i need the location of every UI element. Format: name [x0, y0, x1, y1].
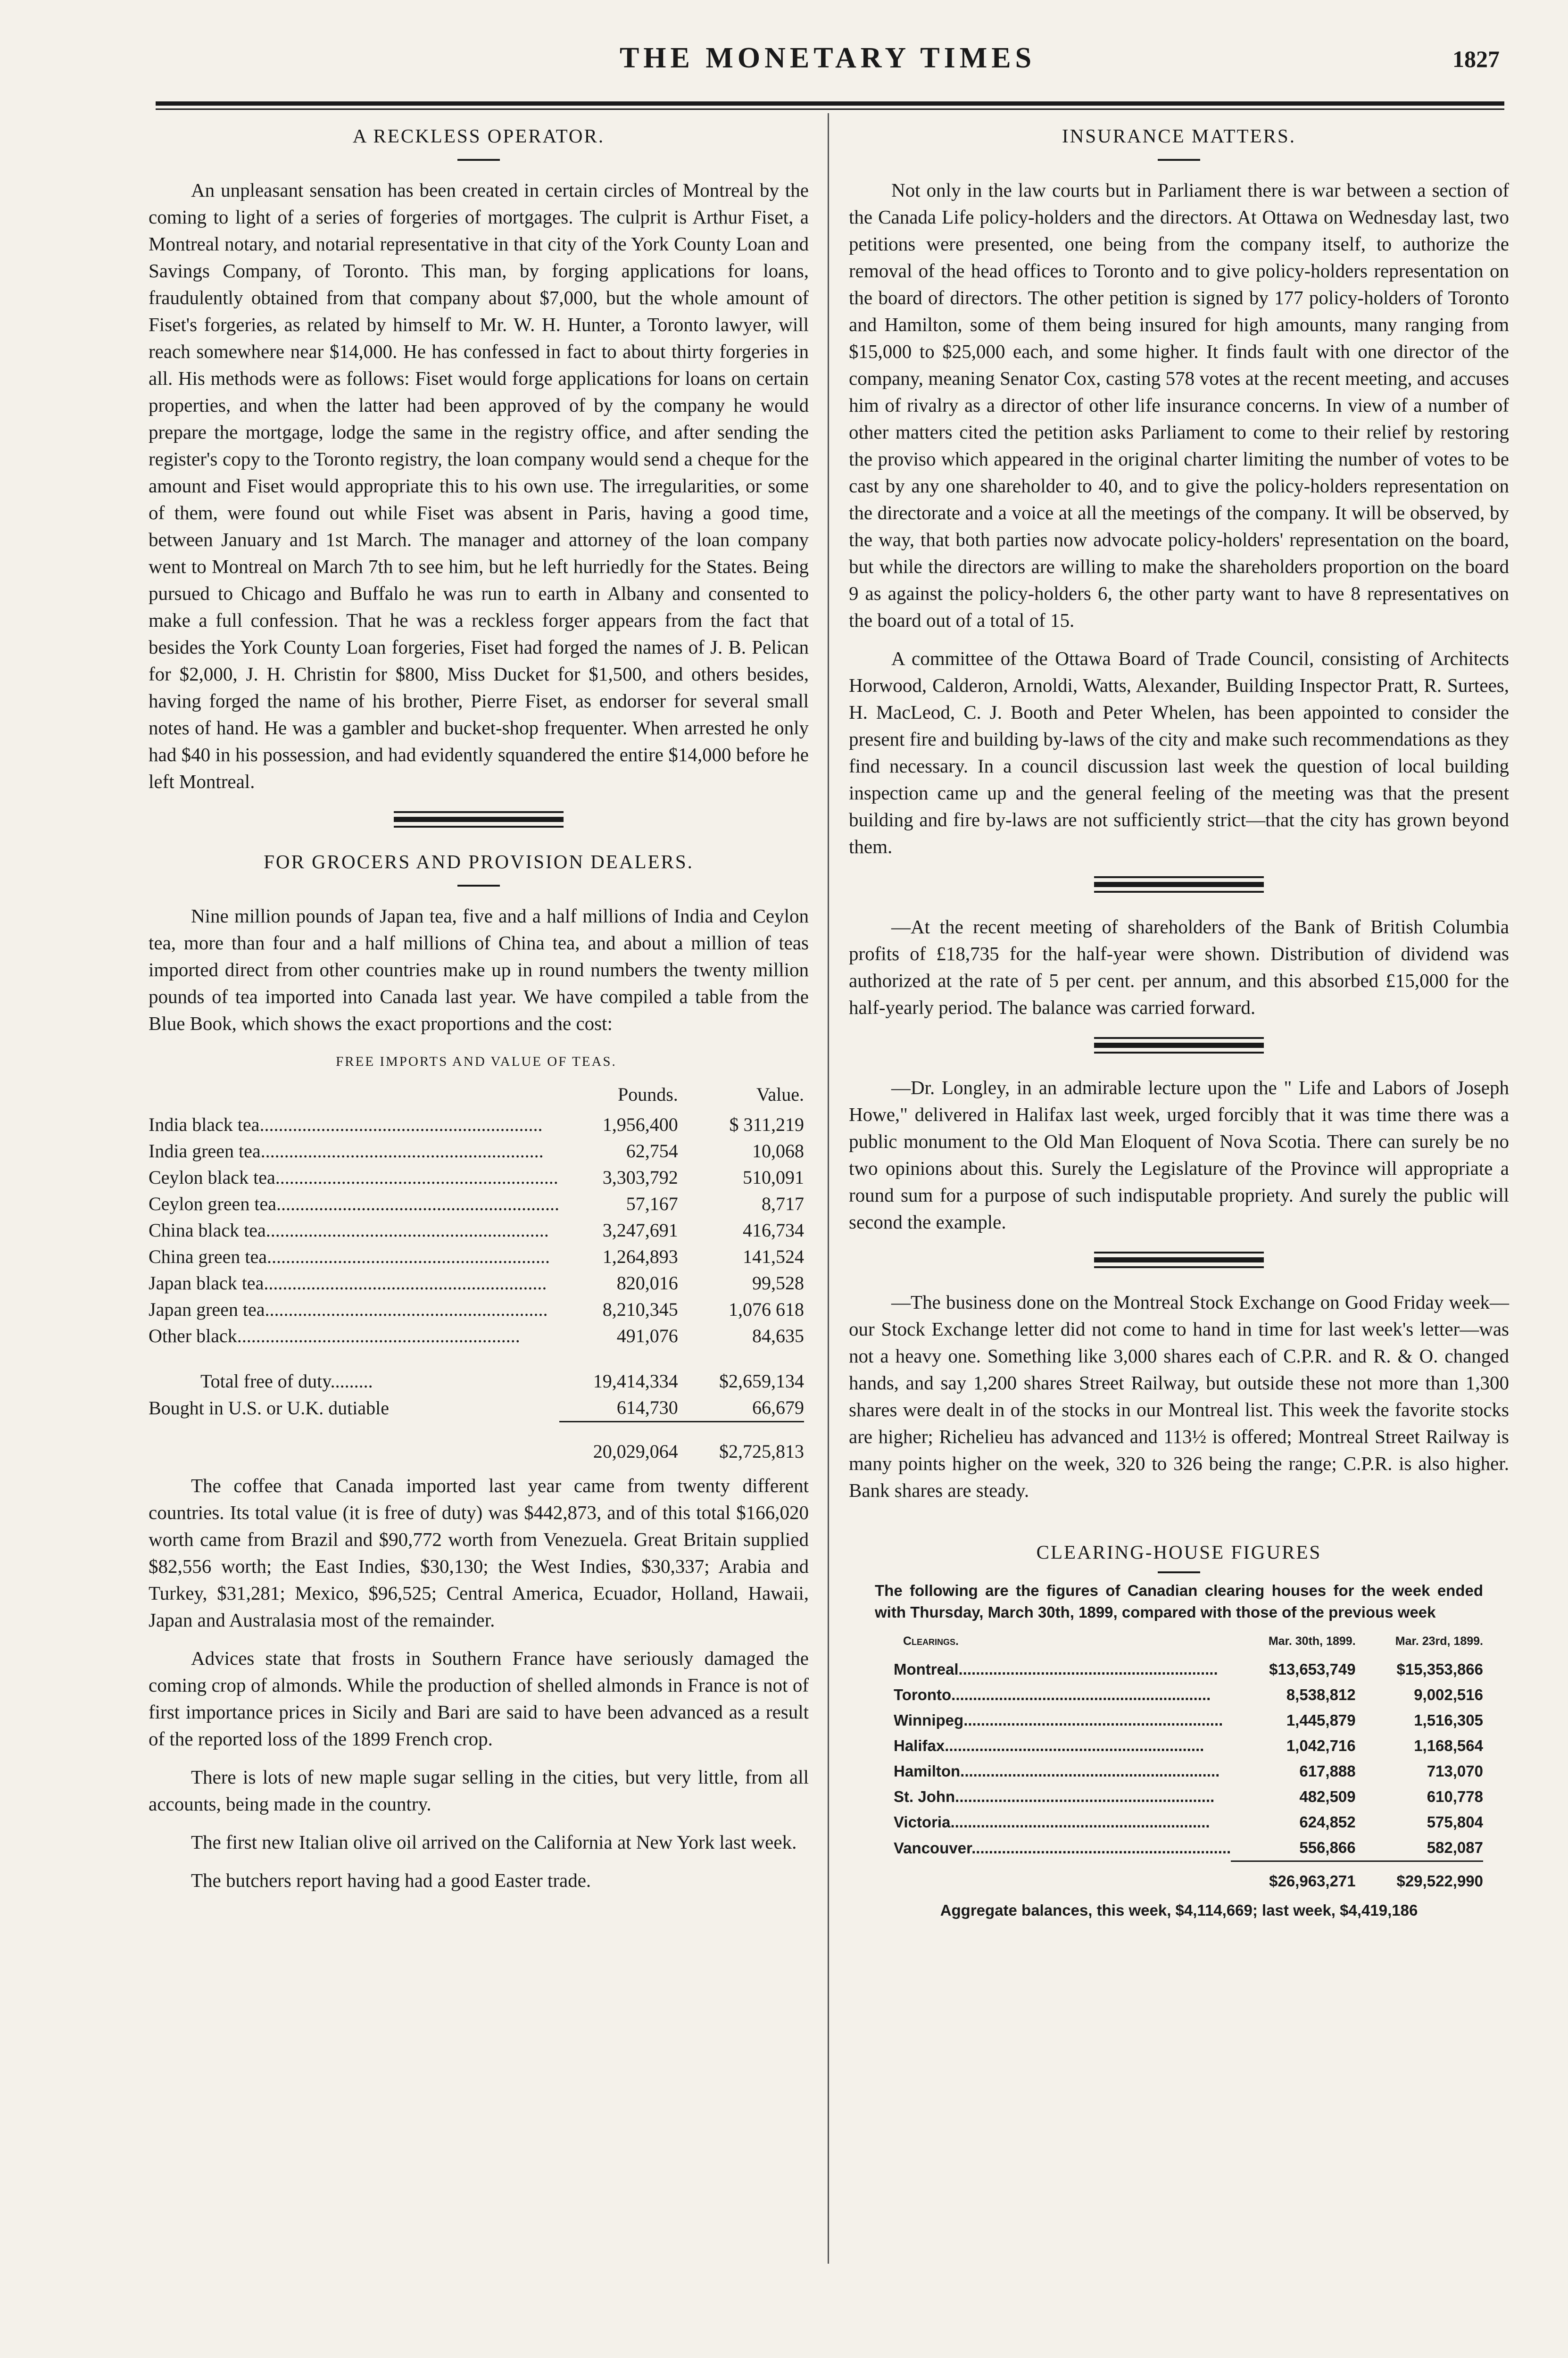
total-current-week: $26,963,271: [1231, 1861, 1355, 1894]
clearing-intro: The following are the figures of Canadian clearing houses for the week ended with Thursday, March 30th, 1899, compared with those of the previous week: [875, 1582, 1483, 1621]
row-label: Ceylon green tea: [149, 1193, 276, 1214]
article-paragraph: The butchers report having had a good Easter trade.: [191, 1869, 591, 1891]
article-paragraph: There is lots of new maple sugar selling in the cities, but very little, from all accounts, being made in the country.: [149, 1766, 809, 1815]
table-header-row: [875, 1626, 1483, 1657]
row-label: Japan green tea: [149, 1299, 265, 1320]
article-paragraph: A committee of the Ottawa Board of Trade Council, consisting of Architects Horwood, Calderon, Arnoldi, Watts, Alexander, Building Inspector Pratt, R. Surtees, H. MacLeod, C. J. Booth and Peter Whelen, has been appointed to consider the present fire and building by-laws of the city and make such recommendations as they find necessary. In a council discussion last week the question of local building inspection came up and the general feeling of the meeting was that the present building and fire by-laws are not sufficiently strict—that the city has grown beyond them.: [849, 648, 1509, 857]
table-row: Japan green tea............................................................ 8,210,345 1,076 618: [149, 1296, 804, 1323]
city-label: Halifax: [894, 1737, 945, 1754]
right-column: [849, 118, 1509, 1924]
cell-value: 99,528: [752, 1272, 804, 1294]
row-label: India green tea: [149, 1140, 261, 1162]
column-header-clearings: Clearings.: [903, 1635, 959, 1648]
cell-previous-week: 582,087: [1427, 1839, 1483, 1856]
cell-value: $2,725,813: [678, 1422, 804, 1465]
article-paragraph: Nine million pounds of Japan tea, five and a half millions of India and Ceylon tea, more than four and a half millions of China tea, and about a million of teas imported direct from other countries make up in round numbers the twenty million pounds of tea imported into Canada last year. We have compiled a table from the Blue Book, which shows the exact proportions and the cost:: [149, 905, 809, 1034]
section-separator: [394, 811, 564, 828]
table-row: India black tea............................................................ 1,956,400 $ 311,219: [149, 1112, 804, 1138]
table-row: Victoria............................................................ 624,852 575,804: [875, 1810, 1483, 1835]
city-label: St. John: [894, 1788, 955, 1805]
column-header-previous-week: Mar. 23rd, 1899.: [1395, 1635, 1483, 1648]
cell-value: 84,635: [752, 1325, 804, 1346]
left-column: [149, 118, 809, 1905]
cell-current-week: 8,538,812: [1286, 1686, 1356, 1703]
cell-previous-week: 575,804: [1427, 1813, 1483, 1831]
headline-dash: [1158, 159, 1200, 161]
cell-value: $2,659,134: [719, 1370, 804, 1392]
headline-dash: [1158, 1571, 1200, 1573]
news-item-stock-exchange: —The business done on the Montreal Stock Exchange on Good Friday week—our Stock Exchange letter did not come to hand in time for last week's letter—was not a heavy one. Something like 3,000 shares each of C.P.R. and R. & O. changed hands, and say 1,200 shares Street Railway, but outside these not more than 1,300 shares were dealt in of the stocks in our Montreal list. This week the favorite stocks are higher; Richelieu has advanced and 113½ is offered; Montreal Street Railway is many points higher on the week, 320 to 326 being the range; C.P.R. is also higher. Bank shares are steady.: [849, 1291, 1509, 1501]
table-row: Hamilton............................................................ 617,888 713,070: [875, 1759, 1483, 1784]
table-row: Other black............................................................ 491,076 84,635: [149, 1323, 804, 1349]
cell-current-week: $13,653,749: [1269, 1661, 1356, 1678]
clearing-house-table: [875, 1580, 1483, 1894]
table-row: Japan black tea............................................................ 820,016 99,528: [149, 1270, 804, 1296]
cell-value: 416,734: [743, 1220, 804, 1241]
table-row: Montreal............................................................ $13,653,749 $15,353,866: [875, 1657, 1483, 1682]
article-paragraph: The first new Italian olive oil arrived on the California at New York last week.: [191, 1831, 797, 1853]
cell-value: 141,524: [743, 1246, 804, 1267]
headline-clearing-house: CLEARING-HOUSE FIGURES: [1036, 1541, 1322, 1563]
cell-previous-week: $15,353,866: [1396, 1661, 1483, 1678]
headline-grocers: FOR GROCERS AND PROVISION DEALERS.: [264, 851, 694, 872]
cell-previous-week: 9,002,516: [1414, 1686, 1483, 1703]
cell-previous-week: 1,168,564: [1414, 1737, 1483, 1754]
cell-pounds: 8,210,345: [602, 1299, 678, 1320]
row-label: Japan black tea: [149, 1272, 264, 1294]
cell-current-week: 617,888: [1299, 1762, 1356, 1780]
cell-current-week: 624,852: [1299, 1813, 1356, 1831]
article-paragraph: An unpleasant sensation has been created in certain circles of Montreal by the coming to light of a series of forgeries of mortgages. The culprit is Arthur Fiset, a Montreal notary, and notarial representative in that city of the York County Loan and Savings Company, of Toronto. This man, by forging applications for loans, fraudulently obtained from that company about $7,000, but the whole amount of Fiset's forgeries, as related by himself to Mr. W. H. Hunter, a Toronto lawyer, will reach somewhere near $14,000. He has confessed in fact to about thirty forgeries in all. His methods were as follows: Fiset would forge applications for loans on certain properties, and when the latter had been approved of by the company he would prepare the mortgage, lodge the same in the registry office, and after sending the register's copy to the Toronto registry, the loan company would send a cheque for the amount and Fiset would appropriate this to his own use. The irregularities, or some of them, were found out while Fiset was absent in Paris, having a good time, between January and 1st March. The manager and attorney of the loan company went to Montreal on March 7th to see him, but he left hurriedly for the States. Being pursued to Chicago and Buffalo he was run to earth in Albany and consented to make a full confession. That he was a reckless forger appears from the fact that besides the York County Loan forgeries, Fiset had forged the names of J. B. Pelican for $2,000, J. H. Christin for $800, Miss Ducket for $1,500, and others besides, having forged the name of his brother, Pierre Fiset, as endorser for several small notes of hand. He was a gambler and bucket-shop frequenter. When arrested he only had $40 in his possession, and had evidently squandered the entire $14,000 before he left Montreal.: [149, 179, 809, 792]
row-label: Ceylon black tea: [149, 1167, 275, 1188]
masthead: [156, 42, 1500, 93]
news-item-longley: —Dr. Longley, in an admirable lecture upon the " Life and Labors of Joseph Howe," delivered in Halifax last week, urged forcibly that it was time there was a public monument to the Old Man Eloquent of Nova Scotia. There can surely be no two opinions about this. Surely the Legislature of the Province will appropriate a round sum for a purpose of such indisputable propriety. And surely the public will second the example.: [849, 1077, 1509, 1233]
cell-pounds: 62,754: [626, 1140, 678, 1162]
tea-imports-table: [149, 1048, 804, 1465]
page-number: 1827: [1452, 46, 1500, 72]
column-header-value: Value.: [756, 1084, 804, 1105]
cell-current-week: 556,866: [1299, 1839, 1356, 1856]
cell-pounds: 614,730: [616, 1397, 678, 1418]
publication-title: THE MONETARY TIMES: [619, 42, 1036, 74]
cell-previous-week: 1,516,305: [1414, 1711, 1483, 1729]
cell-current-week: 482,509: [1299, 1788, 1356, 1805]
city-label: Toronto: [894, 1686, 952, 1703]
cell-pounds: 820,016: [616, 1272, 678, 1294]
cell-value: 510,091: [743, 1167, 804, 1188]
table-row: Ceylon green tea............................................................ 57,167 8,717: [149, 1191, 804, 1217]
city-label: Winnipeg: [894, 1711, 964, 1729]
row-label: Other black: [149, 1325, 237, 1346]
cell-previous-week: 610,778: [1427, 1788, 1483, 1805]
section-separator: [1094, 1252, 1264, 1268]
table-row: Ceylon black tea............................................................ 3,303,792 510,091: [149, 1164, 804, 1191]
cell-pounds: 57,167: [626, 1193, 678, 1214]
cell-value: 66,679: [752, 1397, 804, 1418]
section-separator: [1094, 876, 1264, 893]
table-row: China black tea............................................................ 3,247,691 416,734: [149, 1217, 804, 1244]
row-label: Total free of duty: [200, 1370, 331, 1392]
row-label: China green tea: [149, 1246, 267, 1267]
headline-insurance: INSURANCE MATTERS.: [1062, 125, 1296, 147]
row-label: Bought in U.S. or U.K. dutiable: [149, 1397, 389, 1419]
cell-pounds: 19,414,334: [593, 1370, 678, 1392]
cell-previous-week: 713,070: [1427, 1762, 1483, 1780]
cell-value: 8,717: [762, 1193, 804, 1214]
header-rule-thin: [156, 108, 1504, 110]
column-header-current-week: Mar. 30th, 1899.: [1268, 1635, 1356, 1648]
table-row: India green tea............................................................ 62,754 10,068: [149, 1138, 804, 1164]
cell-value: 1,076 618: [729, 1299, 804, 1320]
city-label: Montreal: [894, 1661, 959, 1678]
cell-pounds: 20,029,064: [559, 1422, 678, 1465]
table-row-dutiable: [149, 1395, 804, 1422]
cell-value: 10,068: [752, 1140, 804, 1162]
table-row: Toronto............................................................ 8,538,812 9,002,516: [875, 1682, 1483, 1708]
table-row-total-free: Total free of duty......... 19,414,334 $2,659,134: [149, 1368, 804, 1395]
table-row: Winnipeg............................................................ 1,445,879 1,516,305: [875, 1708, 1483, 1733]
headline-dash: [457, 885, 500, 887]
headline-reckless-operator: A RECKLESS OPERATOR.: [352, 125, 605, 147]
table-row: Halifax............................................................ 1,042,716 1,168,564: [875, 1733, 1483, 1759]
aggregate-balances: Aggregate balances, this week, $4,114,669; last week, $4,419,186: [940, 1901, 1418, 1919]
city-label: Victoria: [894, 1813, 951, 1831]
cell-current-week: 1,042,716: [1286, 1737, 1356, 1754]
header-rule: [156, 101, 1504, 106]
article-paragraph: Advices state that frosts in Southern France have seriously damaged the coming crop of almonds. While the production of shelled almonds in France is not of first importance prices in Sicily and Bari are said to have been advanced as a result of the reported loss of the 1899 French crop.: [149, 1647, 809, 1750]
city-label: Hamilton: [894, 1762, 961, 1780]
cell-pounds: 3,303,792: [602, 1167, 678, 1188]
cell-pounds: 491,076: [616, 1325, 678, 1346]
news-item-bank: —At the recent meeting of shareholders of the Bank of British Columbia profits of £18,735 for the half-year were shown. Distribution of dividend was authorized at the rate of 5 per cent. per annum, and this absorbed £15,000 for the half-yearly period. The balance was carried forward.: [849, 916, 1509, 1018]
table-row-total: [875, 1861, 1483, 1894]
row-label: India black tea: [149, 1114, 260, 1135]
headline-dash: [457, 159, 500, 161]
cell-pounds: 1,264,893: [602, 1246, 678, 1267]
table-header-row: [149, 1081, 804, 1112]
table-row: China green tea............................................................ 1,264,893 141,524: [149, 1244, 804, 1270]
cell-pounds: 3,247,691: [602, 1220, 678, 1241]
total-previous-week: $29,522,990: [1356, 1861, 1483, 1894]
row-label: China black tea: [149, 1220, 266, 1241]
article-paragraph: Not only in the law courts but in Parliament there is war between a section of the Canada Life policy-holders and the directors. At Ottawa on Wednesday last, two petitions were presented, one being from the company itself, to authorize the removal of the head offices to Toronto and to give policy-holders representation on the board of directors. The other petition is signed by 177 policy-holders of Toronto and Hamilton, some of them being insured for high amounts, many ranging from $15,000 to $25,000 each, and some higher. It finds fault with one director of the company, meaning Senator Cox, casting 578 votes at the recent meeting, and accuses him of rivalry as a director of other life insurance concerns. In view of a number of other matters cited the petition asks Parliament to come to their relief by restoring the proviso which appeared in the original charter limiting the number of votes to be cast by any one shareholder to 40, and to give the policy-holders representation on the directorate and a voice at all the meetings of the company. It will be observed, by the way, that both parties now advocate policy-holders' representation on the board, but while the directors are willing to make the shareholders proportion on the board 9 as against the policy-holders 6, the other party want to have 8 representatives on the board out of a total of 15.: [849, 179, 1509, 631]
table-row: Vancouver............................................................ 556,866 582,087: [875, 1835, 1483, 1861]
article-paragraph: The coffee that Canada imported last year came from twenty different countries. Its total value (it is free of duty) was $442,873, and of this total $166,020 worth came from Brazil and $90,772 worth from Venezuela. Great Britain supplied $82,556 worth; the East Indies, $30,130; the West Indies, $30,337; Arabia and Turkey, $31,281; Mexico, $96,525; Central America, Ecuador, Holland, Hawaii, Japan and Australasia most of the remainder.: [149, 1475, 809, 1631]
table-row-grand-total: [149, 1422, 804, 1465]
table-row: St. John............................................................ 482,509 610,778: [875, 1784, 1483, 1810]
cell-value: $ 311,219: [729, 1114, 804, 1135]
cell-pounds: 1,956,400: [602, 1114, 678, 1135]
table-caption: FREE IMPORTS AND VALUE OF TEAS.: [336, 1054, 617, 1069]
column-header-pounds: Pounds.: [617, 1084, 678, 1105]
cell-current-week: 1,445,879: [1286, 1711, 1356, 1729]
city-label: Vancouver: [894, 1839, 972, 1857]
column-divider: [828, 113, 829, 2264]
section-separator: [1094, 1037, 1264, 1054]
